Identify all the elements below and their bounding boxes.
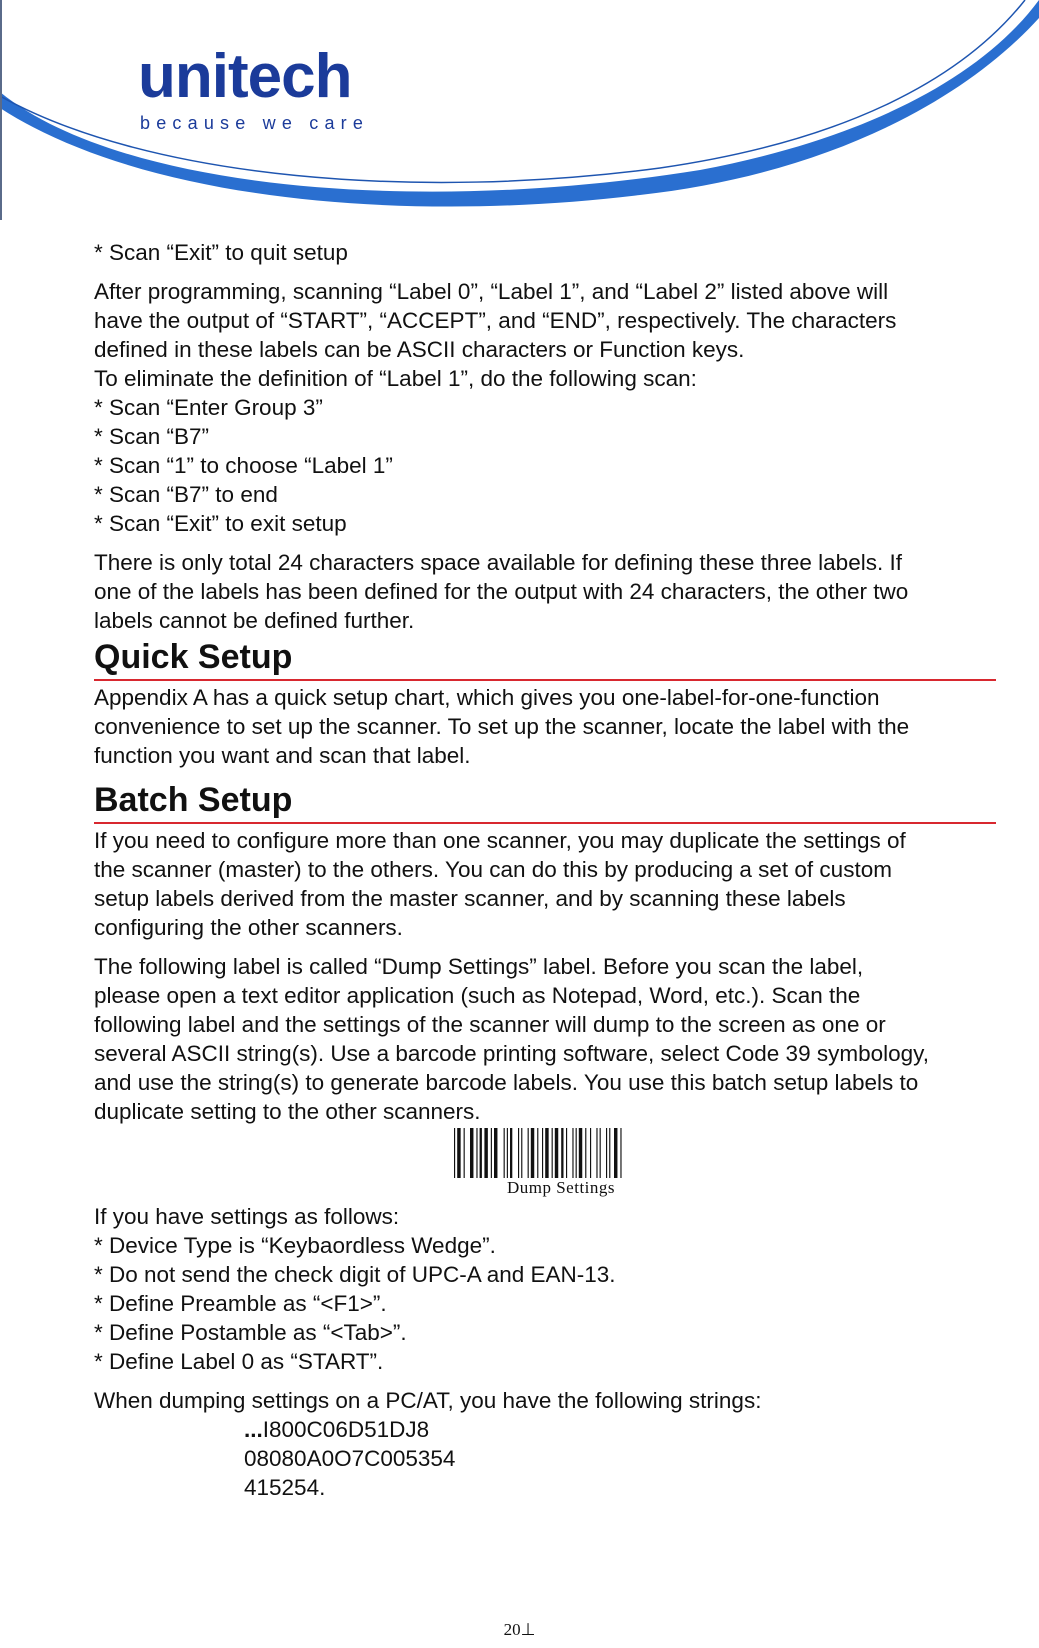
paragraph-dump-settings [94, 952, 1019, 1126]
text-line: If you have settings as follows: [94, 1204, 400, 1229]
text-line: To eliminate the definition of “Label 1”, do the following scan: [94, 366, 697, 391]
text-line: * Scan “1” to choose “Label 1” [94, 453, 393, 478]
text-line: have the output of “START”, “ACCEPT”, and “END”, respectively. The characters [94, 308, 897, 333]
text-line: setup labels derived from the master scanner, and by scanning these labels [94, 886, 846, 911]
barcode-image [454, 1128, 668, 1178]
dump-string: 415254. [244, 1475, 326, 1500]
text-line: * Scan “Exit” to exit setup [94, 511, 347, 536]
brand-logo: unitech [138, 42, 352, 111]
dump-strings [94, 1415, 1019, 1502]
text-line: several ASCII string(s). Use a barcode printing software, select Code 39 symbology, [94, 1041, 929, 1066]
page-number: 20⊥ [503, 1620, 536, 1639]
brand-tagline: because we care [140, 113, 370, 133]
heading-batch-setup: Batch Setup [94, 778, 996, 824]
text-line: the scanner (master) to the others. You can do this by producing a set of custom [94, 857, 892, 882]
paragraph-programming [94, 277, 1019, 538]
text-line: one of the labels has been defined for the output with 24 characters, the other two [94, 579, 909, 604]
page-header [0, 0, 1039, 230]
text-line: duplicate setting to the other scanners. [94, 1099, 481, 1124]
list-item: * Define Preamble as “<F1>”. [94, 1291, 387, 1316]
paragraph-batch-intro [94, 826, 1019, 942]
text-line: configuring the other scanners. [94, 915, 403, 940]
page-content [94, 238, 1019, 1502]
paragraph-quick-setup [94, 683, 1019, 770]
text-line: The following label is called “Dump Settings” label. Before you scan the label, [94, 954, 864, 979]
text-line: Appendix A has a quick setup chart, which gives you one-label-for-one-function [94, 685, 880, 710]
text-line: convenience to set up the scanner. To set up the scanner, locate the label with the [94, 714, 910, 739]
dump-string-value: I800C06D51DJ8 [262, 1417, 430, 1442]
dump-settings-barcode [94, 1128, 1019, 1202]
text-line: * Scan “Enter Group 3” [94, 395, 323, 420]
text-line: function you want and scan that label. [94, 743, 471, 768]
list-item: * Do not send the check digit of UPC-A and EAN-13. [94, 1262, 616, 1287]
intro-line: * Scan “Exit” to quit setup [94, 240, 348, 265]
barcode-caption: Dump Settings [506, 1178, 616, 1197]
text-line: There is only total 24 characters space available for defining these three labels. If [94, 550, 902, 575]
dump-string [244, 1415, 1019, 1444]
list-item: * Device Type is “Keybaordless Wedge”. [94, 1233, 496, 1258]
text-line: After programming, scanning “Label 0”, “Label 1”, and “Label 2” listed above will [94, 279, 889, 304]
paragraph-character-limit [94, 548, 1019, 635]
text-line: following label and the settings of the scanner will dump to the screen as one or [94, 1012, 886, 1037]
text-line: * Scan “B7” [94, 424, 210, 449]
heading-quick-setup: Quick Setup [94, 635, 996, 681]
list-item: * Define Label 0 as “START”. [94, 1349, 384, 1374]
text-line: * Scan “B7” to end [94, 482, 278, 507]
dump-prefix: ... [244, 1417, 263, 1442]
text-line: please open a text editor application (such as Notepad, Word, etc.). Scan the [94, 983, 861, 1008]
text-line: If you need to configure more than one scanner, you may duplicate the settings of [94, 828, 906, 853]
list-item: * Define Postamble as “<Tab>”. [94, 1320, 407, 1345]
text-line: defined in these labels can be ASCII characters or Function keys. [94, 337, 745, 362]
dump-string: 08080A0O7C005354 [244, 1446, 456, 1471]
settings-list [94, 1202, 1019, 1376]
text-line: labels cannot be defined further. [94, 608, 415, 633]
dump-intro: When dumping settings on a PC/AT, you have the following strings: [94, 1388, 762, 1413]
text-line: and use the string(s) to generate barcode labels. You use this batch setup labels to [94, 1070, 919, 1095]
